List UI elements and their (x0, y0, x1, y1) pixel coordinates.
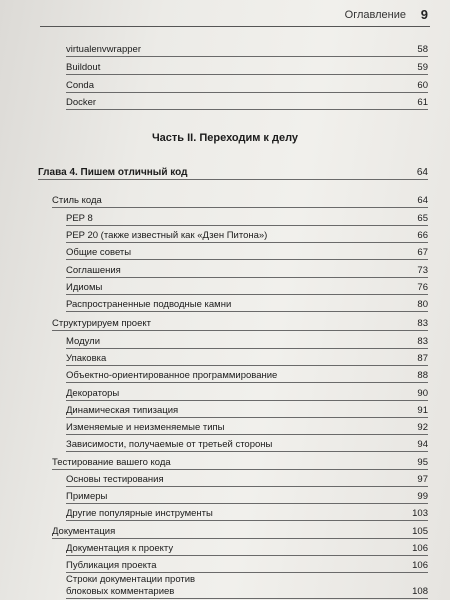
item-label: Строки документации против блоковых комментариев (66, 574, 196, 597)
toc-item (66, 422, 428, 435)
toc-item (66, 353, 428, 366)
item-page: 99 (417, 491, 428, 502)
item-page: 94 (417, 439, 428, 450)
item-page: 91 (417, 405, 428, 416)
part-title: Часть II. Переходим к делу (151, 132, 299, 144)
toc-entry-page: 58 (417, 44, 428, 55)
item-label: Изменяемые и неизменяемые типы (66, 422, 225, 433)
item-label: Идиомы (66, 282, 103, 293)
toc-item (66, 574, 428, 599)
section-label: Структурируем проект (52, 318, 151, 329)
item-page: 73 (417, 265, 428, 276)
toc-section (52, 526, 428, 539)
item-label: Общие советы (66, 247, 132, 258)
toc-entry-label: Docker (66, 97, 97, 108)
item-label: Документация к проекту (66, 543, 174, 554)
header-title: Оглавление (344, 9, 406, 21)
toc-item (66, 282, 428, 295)
item-label: Модули (66, 336, 101, 347)
item-label: PEP 8 (66, 213, 93, 224)
toc-item (66, 405, 428, 418)
toc-entry-label: Buildout (66, 62, 101, 73)
item-page: 90 (417, 388, 428, 399)
section-label: Тестирование вашего кода (52, 457, 171, 468)
item-label: Публикация проекта (66, 560, 157, 571)
toc-entry-page: 61 (417, 97, 428, 108)
item-label: Другие популярные инструменты (66, 508, 213, 519)
header-page-number: 9 (420, 7, 428, 22)
item-label: Декораторы (66, 388, 120, 399)
toc-item (66, 439, 428, 452)
section-page: 64 (417, 195, 428, 206)
item-page: 108 (412, 586, 428, 597)
item-page: 92 (417, 422, 428, 433)
chapter-label: Глава 4. Пишем отличный код (38, 167, 188, 178)
item-page: 76 (417, 282, 428, 293)
section-page: 95 (417, 457, 428, 468)
toc-item (66, 388, 428, 401)
toc-item (66, 247, 428, 260)
item-label: Упаковка (66, 353, 107, 364)
toc-item (66, 299, 428, 312)
item-page: 88 (417, 370, 428, 381)
item-page: 103 (412, 508, 428, 519)
item-label: Объектно-ориентированное программирование (66, 370, 278, 381)
chapter-page: 64 (416, 167, 428, 178)
toc-item (66, 213, 428, 226)
section-page: 105 (412, 526, 428, 537)
item-page: 106 (412, 560, 428, 571)
toc-item (66, 474, 428, 487)
item-label: Примеры (66, 491, 108, 502)
chapter-entry (38, 167, 428, 180)
item-page: 65 (417, 213, 428, 224)
item-page: 83 (417, 336, 428, 347)
item-label: PEP 20 (также известный как «Дзен Питона») (66, 230, 268, 241)
section-label: Стиль кода (52, 195, 102, 206)
item-page: 97 (417, 474, 428, 485)
section-label: Документация (52, 526, 116, 537)
section-page: 83 (417, 318, 428, 329)
item-label: Основы тестирования (66, 474, 164, 485)
item-page: 66 (417, 230, 428, 241)
item-page: 106 (412, 543, 428, 554)
item-page: 67 (417, 247, 428, 258)
toc-section (52, 318, 428, 331)
item-label: Распространенные подводные камни (66, 299, 232, 310)
toc-entry-label: virtualenvwrapper (66, 44, 141, 55)
toc-entry (66, 80, 428, 93)
toc-entry-label: Conda (66, 80, 94, 91)
item-label: Динамическая типизация (66, 405, 179, 416)
item-page: 80 (417, 299, 428, 310)
toc-item (66, 336, 428, 349)
toc-entry (66, 62, 428, 75)
toc-section (52, 195, 428, 208)
toc-item (66, 370, 428, 383)
toc-entry (66, 97, 428, 110)
toc-entry (66, 44, 428, 57)
toc-item (66, 508, 428, 521)
toc-item (66, 560, 428, 573)
item-page: 87 (417, 353, 428, 364)
toc-item (66, 265, 428, 278)
toc-item (66, 491, 428, 504)
toc-section (52, 457, 428, 470)
toc-item (66, 230, 428, 243)
toc-item (66, 543, 428, 556)
toc-entry-page: 60 (417, 80, 428, 91)
toc-entry-page: 59 (417, 62, 428, 73)
item-label: Соглашения (66, 265, 121, 276)
item-label: Зависимости, получаемые от третьей стороны (66, 439, 273, 450)
